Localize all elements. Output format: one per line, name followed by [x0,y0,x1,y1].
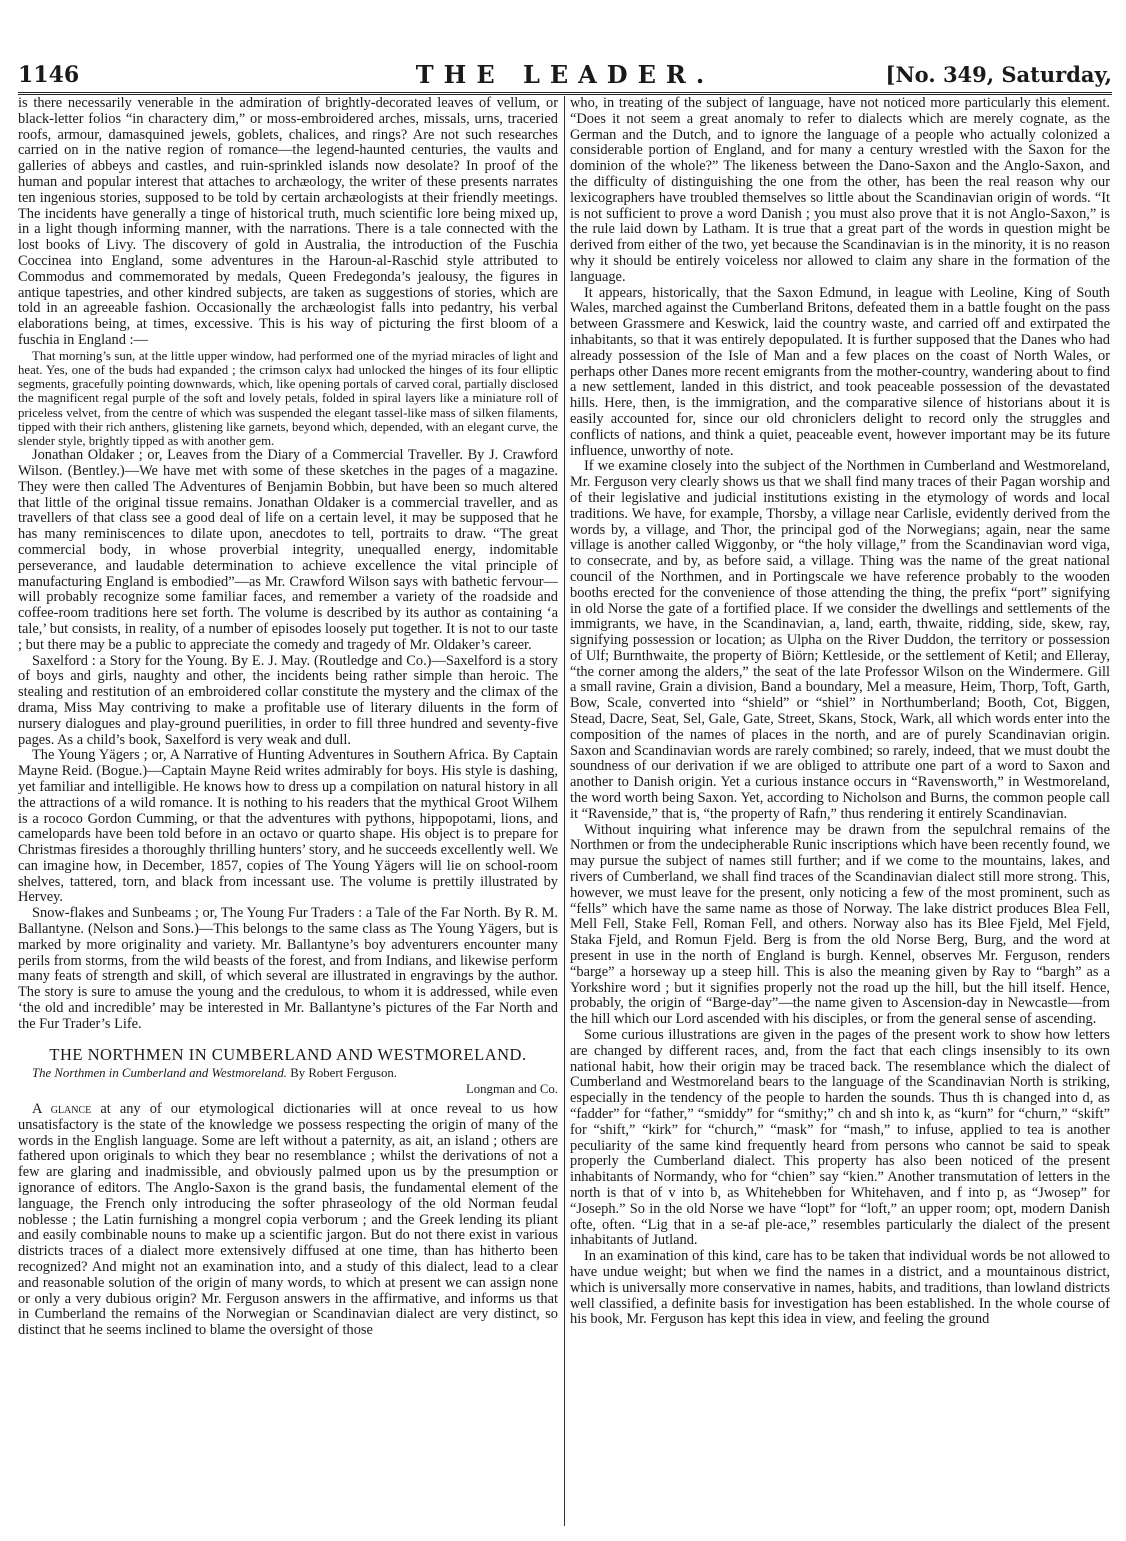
right-column [570,96,1110,1526]
book-reference [18,1066,558,1082]
review-saxelford: Saxelford : a Story for the Young. By E. J. May. (Routledge and Co.)—Saxelford is a story of boys and girls, naughty and other, the incidents being rather simple than heroic. The stealing and restitution of an embroidered collar constitute the mystery and the climax of the drama, Miss May contriving to make a profitable use of literary diluents in the form of nursery dialogues and play-ground puerilities, in order to fill three hundred and seventy-five pages. As a child’s book, Saxelford is very weak and dull. [18,652,558,748]
book-publisher: Longman and Co. [465,1082,558,1097]
paragraph: Some curious illustrations are given in the pages of the present work to show how letters are changed by different races, and, from the fact that each clings insensibly to its own national habit, how their origin may be traced back. The resemblance which the dialect of Cumberland and Westmoreland bears to the language of the Scandinavian North is striking, especially in the tendency of the people to harden the sounds. Thus th is changed into d, as “fadder” for “father,” “smiddy” for “smithy;” ch and sh into k, as “kurn” for “churn,” “skift” for “shift,” “kirk” for “church,” “mask” for “mash,” to infuse, applied to tea is another peculiarity of the same kind frequently heard from persons who cannot be said to speak properly the Cumberland dialect. This property has also been noticed of the present inhabitants of Normandy, who for “chien” say “kien.” Another transmutation of letters in the north is that of v into b, as Whitehebben for Whitehaven, and f into p, as “Jwosep” for “Joseph.” So in the old Norse we have “lopt” for “loft,” an upper room; opt, modern Danish ofte, often. “Lig that in a se-af ple-ace,” resembles particularly the dialect of the present inhabitants of Jutland. [570,1027,1110,1249]
section-heading: THE NORTHMEN IN CUMBERLAND AND WESTMORELAND. [49,1044,527,1064]
left-column [18,96,558,1526]
newspaper-title: THE LEADER. [415,60,715,89]
review-snow-flakes: Snow-flakes and Sunbeams ; or, The Young Fur Traders : a Tale of the Far North. By R. M. Ballantyne. (Nelson and Sons.)—This belongs to the same class as The Young Yägers, but is marked by more originality and variety. Mr. Ballantyne’s boy adventurers encounter many perils from storms, from the wild beasts of the forest, and from Indians, and likewise perform many feats of strength and skill, of which several are illustrated in engravings by the author. The story is sure to amuse the young and the credulous, to whom it is addressed, while even ‘the old and incredible’ may be interested in Mr. Ballantyne’s pictures of the Far North and the Fur Trader’s Life. [18,905,558,1032]
paragraph: Without inquiring what inference may be drawn from the sepulchral remains of the Northmen or from the undecipherable Runic inscriptions which have been recently found, we may pursue the subject of names still further; and if we come to the mountains, lakes, and rivers of Cumberland, we shall find traces of the Scandinavian dialect still more strong. This, however, we must leave for the present, only noticing a few of the most prominent, such as “fells” which have the same name as those of Norway. The lake district produces Blea Fell, Mell Fell, Stake Fell, Roman Fell, and others. Norway also has its Blee Fjeld, Mel Fjeld, Staka Fjeld, and Romun Fjeld. Berg is from the old Norse Berg, Burg, and the word at present in use in the north of England is burgh. Kennel, observes Mr. Ferguson, renders “barge” a horseway up a steep hill. This is also the meaning given by Ray to “bargh” as a Yorkshire word ; but it signifies properly not the road up the hill, but the hill itself. Hence, probably, the origin of “Barge-day”—the name given to Ascension-day in Newcastle—from the hill which our Lord ascended with his disciples, or from the general sense of ascending. [570,821,1110,1028]
masthead [18,52,1112,95]
paragraph: In an examination of this kind, care has to be taken that individual words be not allowed to have undue weight; but when we find the names in a district, and a mountainous district, which is universally more conservative in names, habits, and traditions, than lowland districts well classified, a definite basis for investigation has been established. In the whole course of his book, Mr. Ferguson has kept this idea in view, and feeling the ground [570,1248,1110,1328]
review-young-yagers: The Young Yägers ; or, A Narrative of Hunting Adventures in Southern Africa. By Captain Mayne Reid. (Bogue.)—Captain Mayne Reid writes admirably for boys. His style is dashing, yet familiar and intelligible. He knows how to dress up a compilation on natural history in all the attractions of a wild romance. It is nothing to his readers that the mythical Groot Wilhem is a rococo Gordon Cumming, or that the adventures with pythons, hippopotami, lions, and camelopards have been told before in an octavo or quarto shape. His object is to prepare for Christmas firesides a thoroughly thrilling hunters’ story, and he succeeds excellently well. We can imagine how, in December, 1857, copies of The Young Yägers will lie on school-room shelves, tattered, torn, and black from incessant use. The volume is prettily illustrated by Hervey. [18,747,558,906]
lead-in: A glance [32,1101,92,1118]
review-jonathan-oldaker: Jonathan Oldaker ; or, Leaves from the Diary of a Commercial Traveller. By J. Crawford Wilson. (Bentley.)—We have met with some of these sketches in the pages of a magazine. They were then called The Adventures of Benjamin Bobbin, but have been so much altered that little of the original tissue remains. Jonathan Oldaker is a commercial traveller, and as travellers of that class see a good deal of life on a certain level, it may be supposed that he has many reminiscences to dilate upon, anecdotes to tell, portraits to draw. “The great commercial body, in whose proverbial integrity, unequalled energy, indomitable perseverance, and laudable determination to achieve excellence the vital principle of manufacturing England is embodied”—as Mr. Crawford Wilson says with bathetic fervour—will probably recognize some familiar faces, and remember a variety of the roadside and coffee-room traditions here set forth. The volume is described by its author as containing ‘a tale,’ but consists, in reality, of a number of episodes loosely put together. It is not to our taste ; but there may be a public to appreciate the comedy and tragedy of Mr. Oldaker’s career. [18,447,558,653]
book-author: By Robert Ferguson. [290,1066,397,1081]
paragraph: who, in treating of the subject of language, have not noticed more particularly this element. “Does it not seem a great anomaly to refer to dialects which are merely cognate, as the German and the Dutch, and to ignore the language of a people who actually colonized a considerable portion of England, and for many a century wrestled with the Saxon for the dominion of the whole?” The likeness between the Dano-Saxon and the Anglo-Saxon, and the difficulty of distinguishing the one from the other, has been the real reason why our lexicographers have troubled themselves so little about the Scandinavian origin of words. “It is not sufficient to prove a word Danish ; you must also prove that it is not Anglo-Saxon,” is the rule laid down by Latham. It is true that a great part of the words in question might be derived from either of the two, yet because the Scandinavian is in the minority, it is no reason why it should be entirely voiceless nor allowed to claim any share in the formation of the language. [570,96,1110,285]
paragraph: It appears, historically, that the Saxon Edmund, in league with Leoline, King of South Wales, marched against the Cumberland Britons, defeated them in a battle fought on the pass between Grassmere and Keswick, laid the country waste, and carried off and extirpated the inhabitants, so that it was entirely depopulated. It is further supposed that the Danes who had already possession of the Isle of Man and a few places on the coast of North Wales, or perhaps other Danes more recent emigrants from the mother-country, wandering about to find a new settlement, landed in this district, and took peaceable possession of the devastated hills. Here, then, is the immigration, and the comparative silence of historians about it is easily accounted for, since our old chroniclers delight to record only the struggles and conflicts of nations, and think a quiet, peaceable event, however important may be its future influence, unworthy of note. [570,284,1110,459]
issue-info: [No. 349, Saturday, [885,62,1112,87]
paragraph-text: at any of our etymological dictionaries will at once reveal to us how unsatisfactory is the state of the knowledge we possess respecting the origin of many of the words in the English language. Some are left without a paternity, as ait, an island ; others are fathered upon originals to which they bear no resemblance ; whilst the derivations of not a few are glaring and inadmissible, and obviously palmed upon us by the presumption or ignorance of editors. The Anglo-Saxon is the grand basis, the fundamental element of the language, the French only introducing the softer phraseology of the old Norman feudal noblesse ; the Latin furnishing a mongrel copia verborum ; and the Greek lending its pliant and easily combinable nouns to make up a scientific jargon. But do not there exist in various districts traces of a dialect more extensively diffused at one time, than has hitherto been recognized? And might not an examination into, and a study of this dialect, lead to a clear and reasonable solution of the origin of many words, to which at present we can assign none or only a very dubious origin? Mr. Ferguson answers in the affirmative, and informs us that in Cumberland the remains of the Norwegian or Scandinavian dialect are very distinct, so distinct that he seems inclined to blame the oversight of those [18,1101,558,1339]
book-title: The Northmen in Cumberland and Westmoreland. [32,1066,287,1081]
quoted-passage: That morning’s sun, at the little upper window, had performed one of the myriad miracles of light and heat. Yes, one of the buds had expanded ; the crimson calyx had unlocked the hinges of its four elliptic segments, gracefully pointing downwards, which, like opening portals of carved coral, partially disclosed the magnificent regal purple of the soft and lovely petals, folded in spiral layers like a miniature roll of priceless velvet, from the centre of which was suspended the elegant tassel-like mass of silken filaments, tipped with their rich anthers, glistening like garnets, beyond which, depended, with an elegant curve, the slender style, brightly tipped as with another gem. [18,348,558,448]
paragraph: If we examine closely into the subject of the Northmen in Cumberland and Westmoreland, Mr. Ferguson very clearly shows us that we shall find many traces of their Pagan worship and of their legislative and judicial institutions existing in the etymology of words and local traditions. We have, for example, Thorsby, a village near Carlisle, evidently derived from the words by, a village, and Thor, the principal god of the Norwegians; again, near the same village is another called Wiggonby, or “the holy village,” from the Scandinavian word viga, to consecrate, and by, as before said, a village. Thing was the name of the great national council of the Northmen, and in Portingscale we have reference probably to the wooden booths erected for the convenience of those attending the thing, the prefix “port” signifying in old Norse the gate of a fortified place. If we consider the dwellings and settlements of the immigrants, we have, in the Scandinavian, a, land, earth, thwaite, ridding, side, skew, ray, signifying possession or location; as Ulpha on the River Duddon, the territory or possession of Ulf; Burnthwaite, the property of Biörn; Kettleside, or the settlement of Ketil; and Elleray, “the corner among the alders,” the seat of the late Professor Wilson on the Windermere. Gill a small ravine, Grain a division, Band a boundary, Mel a measure, Heim, Thorp, Toft, Garth, Bow, Scale, converted into “shield” or “shiel” in Northumberland; Booth, Cot, Biggen, Stead, Dacre, Seat, Sel, Gale, Gate, Street, Skans, Stock, Wark, all which words enter into the composition of the names of places in the north, and are of purely Scandinavian origin. Saxon and Scandinavian words are rarely combined; so rarely, indeed, that we must doubt the soundness of our derivation if we are obliged to attribute one part of a word to Saxon and another to Danish origin. Yet a curious instance occurs in “Ravensworth,” in Westmoreland, the word worth being Saxon. Yet, according to Nicholson and Burns, the common people call it “Ravenside,” that is, “the property of Rafn,” thus rendering it entirely Scandinavian. [570,458,1110,822]
paragraph: is there necessarily venerable in the admiration of brightly-decorated leaves of vellum, or black-letter folios “in charactery dim,” or moss-embroidered arches, missals, urns, traceried roofs, armour, damasquined jewels, goblets, chalices, and rings? Are not such researches carried on in the native region of romance—the legend-haunted centuries, the vaults and galleries of abbeys and castles, and ruin-sprinkled islands now desolate? In proof of the human and popular interest that attaches to archæology, the writer of these presents narrates ten ingenious stories, supposed to be told by certain archæologists at their friendly meetings. The incidents have generally a tinge of historical truth, much scientific lore being mixed up, in a light though informing manner, with the narrations. There is a tale connected with the lost books of Livy. The discovery of gold in Australia, the introduction of the Fuschia Coccinea into England, some adventures in the Haroun-al-Raschid style attributed to Commodus and commemorated by medals, Queen Fredegonda’s jealousy, the figures in antique tapestries, and other kindred subjects, are taken as suggestions of stories, which are told in an agreeable fashion. Occasionally the archæologist falls into pedantry, his verbal elaborations being, at times, excessive. This is his way of picturing the first bloom of a fuschia in England :— [18,96,558,348]
column-divider [564,96,565,1526]
article-paragraph [18,1102,558,1339]
page-number: 1146 [18,62,80,88]
